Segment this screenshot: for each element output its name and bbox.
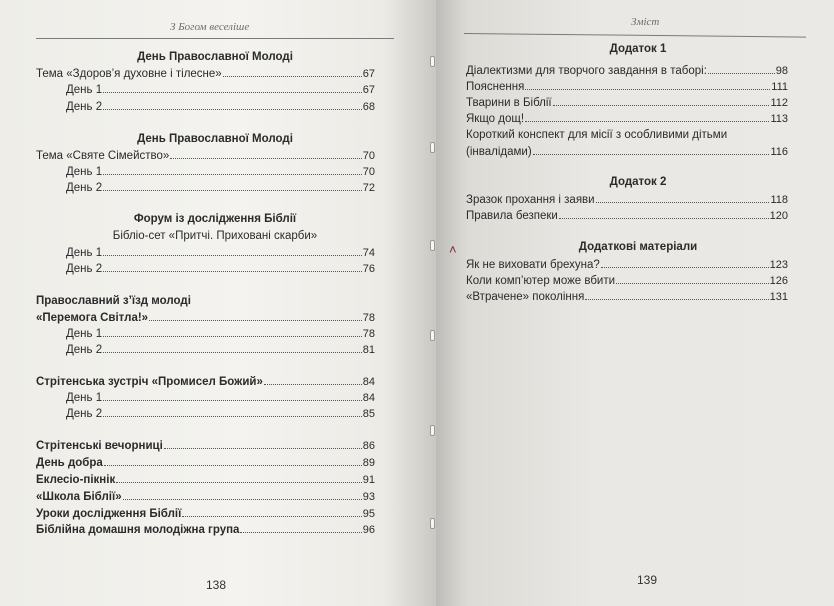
running-head: З Богом веселіше	[170, 21, 250, 33]
toc-entry: Зразок прохання і заяви 118	[466, 194, 788, 206]
binding-stitch	[430, 425, 435, 436]
toc-entry-title: Православний з’їзд молоді	[36, 295, 191, 307]
header-rule	[464, 33, 806, 38]
toc-entry: Пояснення 111	[466, 81, 788, 93]
toc-entry: «Школа Біблії» 93	[36, 491, 375, 503]
toc-entry: Якщо дощ! 113	[466, 113, 788, 125]
header-rule	[36, 38, 394, 39]
toc-entry: Тварини в Біблії 112	[466, 97, 788, 109]
ink-mark: ˄	[449, 242, 457, 257]
toc-entry: (інвалідами) 116	[466, 146, 788, 158]
binding-stitch	[430, 240, 435, 251]
binding-stitch	[430, 518, 435, 529]
toc-entry: Як не виховати брехуна? 123	[466, 259, 788, 271]
toc-entry: День 2 68	[66, 101, 375, 113]
toc-entry: Коли комп’ютер може вбити 126	[466, 275, 788, 287]
toc-entry: Тема «Святе Сімейство» 70	[36, 150, 375, 162]
toc-entry: День 2 85	[66, 408, 375, 420]
binding-stitch	[430, 56, 435, 67]
page-number: 138	[206, 578, 227, 592]
section-heading: Додаток 1	[609, 43, 667, 55]
toc-entry: День 1 74	[66, 247, 375, 259]
binding-stitch	[430, 142, 435, 153]
toc-entry: Діалектизми для творчого завдання в таборі: 98	[466, 65, 788, 77]
toc-entry-title: Короткий конспект для місії з особливими дітьми	[466, 129, 728, 141]
right-page	[436, 0, 834, 606]
toc-entry: Еклесіо-пікнік 91	[36, 474, 375, 486]
toc-entry: День 1 70	[66, 166, 375, 178]
toc-entry: День 1 78	[66, 328, 375, 340]
toc-entry: День 2 72	[66, 182, 375, 194]
section-heading: Форум із дослідження Біблії	[133, 213, 297, 225]
toc-entry: Тема «Здоров’я духовне і тілесне» 67	[36, 68, 375, 80]
toc-entry: День 2 81	[66, 344, 375, 356]
toc-entry: День 2 76	[66, 263, 375, 275]
toc-entry: День 1 84	[66, 392, 375, 404]
page-number: 139	[637, 573, 658, 587]
toc-entry: День 1 67	[66, 84, 375, 96]
toc-entry: Правила безпеки 120	[466, 210, 788, 222]
toc-entry: Біблійна домашня молодіжна група 96	[36, 524, 375, 536]
section-heading: Додаткові матеріали	[578, 241, 698, 253]
binding-stitch	[430, 330, 435, 341]
section-subtitle: Бібліо-сет «Притчі. Приховані скарби»	[112, 230, 318, 242]
toc-entry: Стрітенські вечорниці 86	[36, 440, 375, 452]
toc-entry: «Втрачене» покоління 131	[466, 291, 788, 303]
section-heading: День Православної Молоді	[137, 51, 293, 63]
toc-entry: Стрітенська зустріч «Промисел Божий» 84	[36, 376, 375, 388]
running-head: Зміст	[631, 16, 660, 28]
toc-entry: «Перемога Світла!» 78	[36, 312, 375, 324]
section-heading: Додаток 2	[609, 176, 667, 188]
toc-entry: День добра 89	[36, 457, 375, 469]
section-heading: День Православної Молоді	[137, 133, 293, 145]
toc-entry: Уроки дослідження Біблії 95	[36, 508, 375, 520]
